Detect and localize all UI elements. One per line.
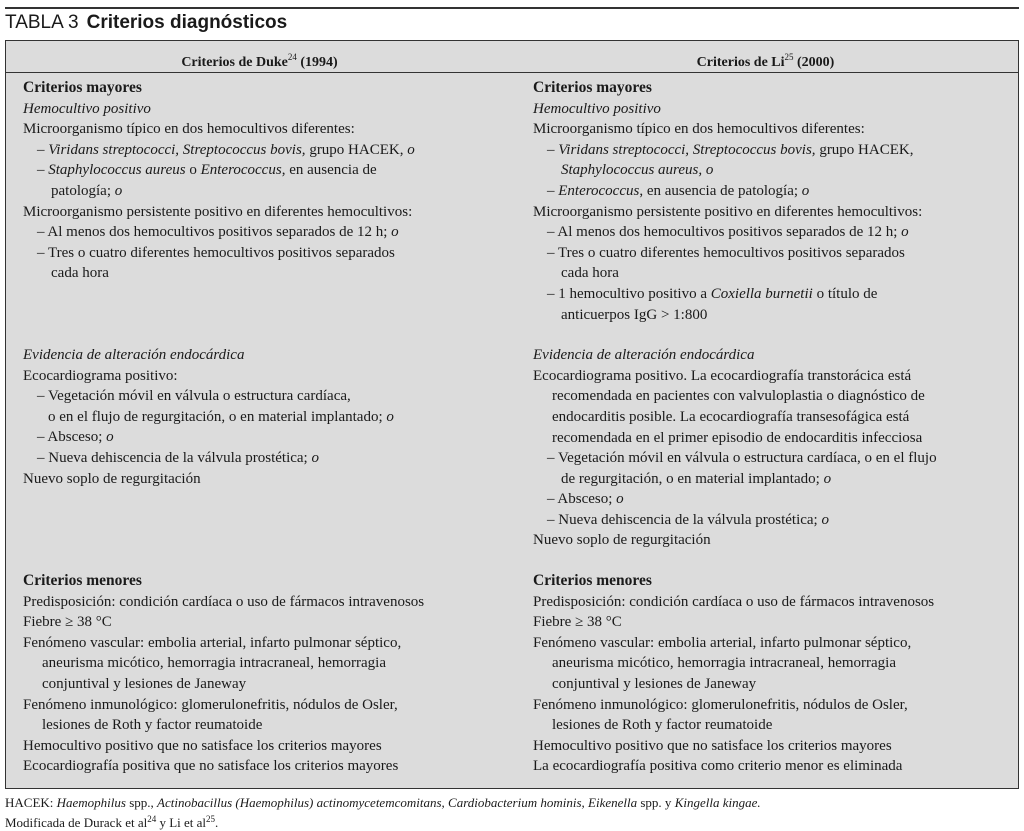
criterion-continuation: Staphylococcus aureus, o bbox=[561, 162, 714, 179]
criterion-bullet: – Enterococcus, en ausencia de patología; o bbox=[547, 182, 810, 199]
criterion-continuation: conjuntival y lesiones de Janeway bbox=[42, 676, 247, 693]
duke-column bbox=[23, 78, 513, 777]
criterion-continuation: lesiones de Roth y factor reumatoide bbox=[42, 717, 263, 734]
top-rule bbox=[5, 7, 1019, 9]
section-heading: Criterios mayores bbox=[23, 79, 142, 96]
section-heading: Criterios menores bbox=[23, 572, 142, 590]
column-header-li: Criterios de Li$^{25}$ (2000) bbox=[696, 52, 835, 70]
criterion-continuation: conjuntival y lesiones de Janeway bbox=[552, 676, 757, 693]
criterion-line: Hemocultivo positivo que no satisface los criterios mayores bbox=[23, 737, 382, 754]
criterion-line: Predisposición: condición cardíaca o uso de fármacos intravenosos bbox=[533, 593, 935, 610]
criterion-continuation: de regurgitación, o en material implantado; o bbox=[561, 470, 832, 487]
criterion-line: Fenómeno vascular: embolia arterial, infarto pulmonar séptico, bbox=[533, 634, 912, 651]
criterion-bullet: – Absceso; o bbox=[37, 429, 114, 446]
criterion-line: Microorganismo típico en dos hemocultivos diferentes: bbox=[23, 121, 355, 138]
criterion-bullet: – Staphylococcus aureus o Enterococcus, en ausencia de bbox=[37, 162, 377, 179]
criterion-line: Ecocardiografía positiva que no satisface los criterios mayores bbox=[23, 758, 399, 775]
subsection-heading: Hemocultivo positivo bbox=[23, 100, 151, 117]
criterion-bullet: – Tres o cuatro diferentes hemocultivos positivos separados bbox=[37, 244, 395, 261]
criterion-line: La ecocardiografía positiva como criterio menor es eliminada bbox=[533, 758, 903, 775]
table-caption bbox=[5, 11, 287, 35]
column-header-duke: Criterios de Duke$^{24}$ (1994) bbox=[181, 52, 338, 70]
criterion-bullet: – Viridans streptococci, Streptococcus bovis, grupo HACEK, o bbox=[37, 141, 415, 158]
subsection-heading: Hemocultivo positivo bbox=[533, 100, 661, 117]
criterion-line: Predisposición: condición cardíaca o uso de fármacos intravenosos bbox=[23, 593, 425, 610]
criterion-line: Nuevo soplo de regurgitación bbox=[533, 532, 711, 549]
criterion-bullet: – Nueva dehiscencia de la válvula prostética; o bbox=[547, 511, 829, 528]
criterion-bullet: – Absceso; o bbox=[547, 491, 624, 508]
criterion-bullet: – Vegetación móvil en válvula o estructura cardíaca, o en el flujo bbox=[547, 450, 937, 467]
table-header bbox=[6, 41, 1018, 73]
criterion-line: Fiebre ≥ 38 °C bbox=[533, 614, 622, 631]
criterion-continuation: lesiones de Roth y factor reumatoide bbox=[552, 717, 773, 734]
criterion-continuation: aneurisma micótico, hemorragia intracraneal, hemorragia bbox=[552, 655, 897, 672]
criterion-continuation: cada hora bbox=[561, 265, 619, 282]
criterion-bullet: – Al menos dos hemocultivos positivos separados de 12 h; o bbox=[37, 224, 399, 241]
criterion-line: Hemocultivo positivo que no satisface los criterios mayores bbox=[533, 737, 892, 754]
criterion-continuation: anticuerpos IgG > 1:800 bbox=[561, 306, 708, 323]
criterion-line: Microorganismo persistente positivo en diferentes hemocultivos: bbox=[533, 203, 923, 220]
subsection-heading: Evidencia de alteración endocárdica bbox=[23, 346, 245, 363]
footnote-source: Modificada de Durack et $al^{24}$ y Li et $al^{25}$. bbox=[5, 814, 219, 830]
section-heading: Criterios mayores bbox=[533, 79, 652, 96]
criterion-continuation: recomendada en pacientes con valvuloplastia o diagnóstico de bbox=[552, 388, 925, 405]
criterion-continuation: endocarditis posible. La ecocardiografía transesofágica está bbox=[552, 408, 910, 425]
footnote-hacek: HACEK: Haemophilus spp., Actinobacillus (Haemophilus) actinomycetemcomitans, Cardiobacterium hominis, Eikenella spp. y Kingella kingae. bbox=[5, 795, 761, 810]
criterion-line: Fenómeno inmunológico: glomerulonefritis, nódulos de Osler, bbox=[23, 696, 398, 713]
criterion-line: Fenómeno vascular: embolia arterial, infarto pulmonar séptico, bbox=[23, 634, 402, 651]
li-column bbox=[533, 78, 1013, 777]
criterion-continuation: recomendada en el primer episodio de endocarditis infecciosa bbox=[552, 429, 923, 446]
criteria-table bbox=[5, 40, 1019, 789]
criterion-bullet: – Viridans streptococci, Streptococcus bovis, grupo HACEK, bbox=[547, 141, 914, 158]
table-title: Criterios diagnósticos bbox=[86, 12, 288, 33]
criterion-continuation: aneurisma micótico, hemorragia intracraneal, hemorragia bbox=[42, 655, 387, 672]
criterion-bullet: – Tres o cuatro diferentes hemocultivos positivos separados bbox=[547, 244, 905, 261]
criterion-continuation: patología; o bbox=[51, 182, 123, 199]
criterion-line: Fiebre ≥ 38 °C bbox=[23, 614, 112, 631]
section-heading: Criterios menores bbox=[533, 572, 652, 590]
subsection-heading: Evidencia de alteración endocárdica bbox=[533, 347, 755, 364]
criterion-line: Ecocardiograma positivo. La ecocardiografía transtorácica está bbox=[533, 367, 912, 384]
criterion-bullet: – Vegetación móvil en válvula o estructura cardíaca, bbox=[37, 388, 351, 405]
criterion-line: Microorganismo típico en dos hemocultivos diferentes: bbox=[533, 121, 865, 138]
criterion-line: Nuevo soplo de regurgitación bbox=[23, 470, 201, 487]
criterion-bullet: – Nueva dehiscencia de la válvula prostética; o bbox=[37, 449, 319, 466]
criterion-bullet: – 1 hemocultivo positivo a Coxiella burnetii o título de bbox=[547, 285, 878, 302]
table-label: TABLA 3 bbox=[5, 12, 79, 33]
criterion-bullet: – Al menos dos hemocultivos positivos separados de 12 h; o bbox=[547, 224, 909, 241]
criterion-line: Ecocardiograma positivo: bbox=[23, 367, 178, 384]
criterion-continuation: o en el flujo de regurgitación, o en material implantado; o bbox=[48, 408, 394, 425]
criterion-continuation: cada hora bbox=[51, 265, 109, 282]
footnotes bbox=[5, 794, 761, 831]
criterion-line: Fenómeno inmunológico: glomerulonefritis, nódulos de Osler, bbox=[533, 696, 908, 713]
criterion-line: Microorganismo persistente positivo en diferentes hemocultivos: bbox=[23, 203, 413, 220]
